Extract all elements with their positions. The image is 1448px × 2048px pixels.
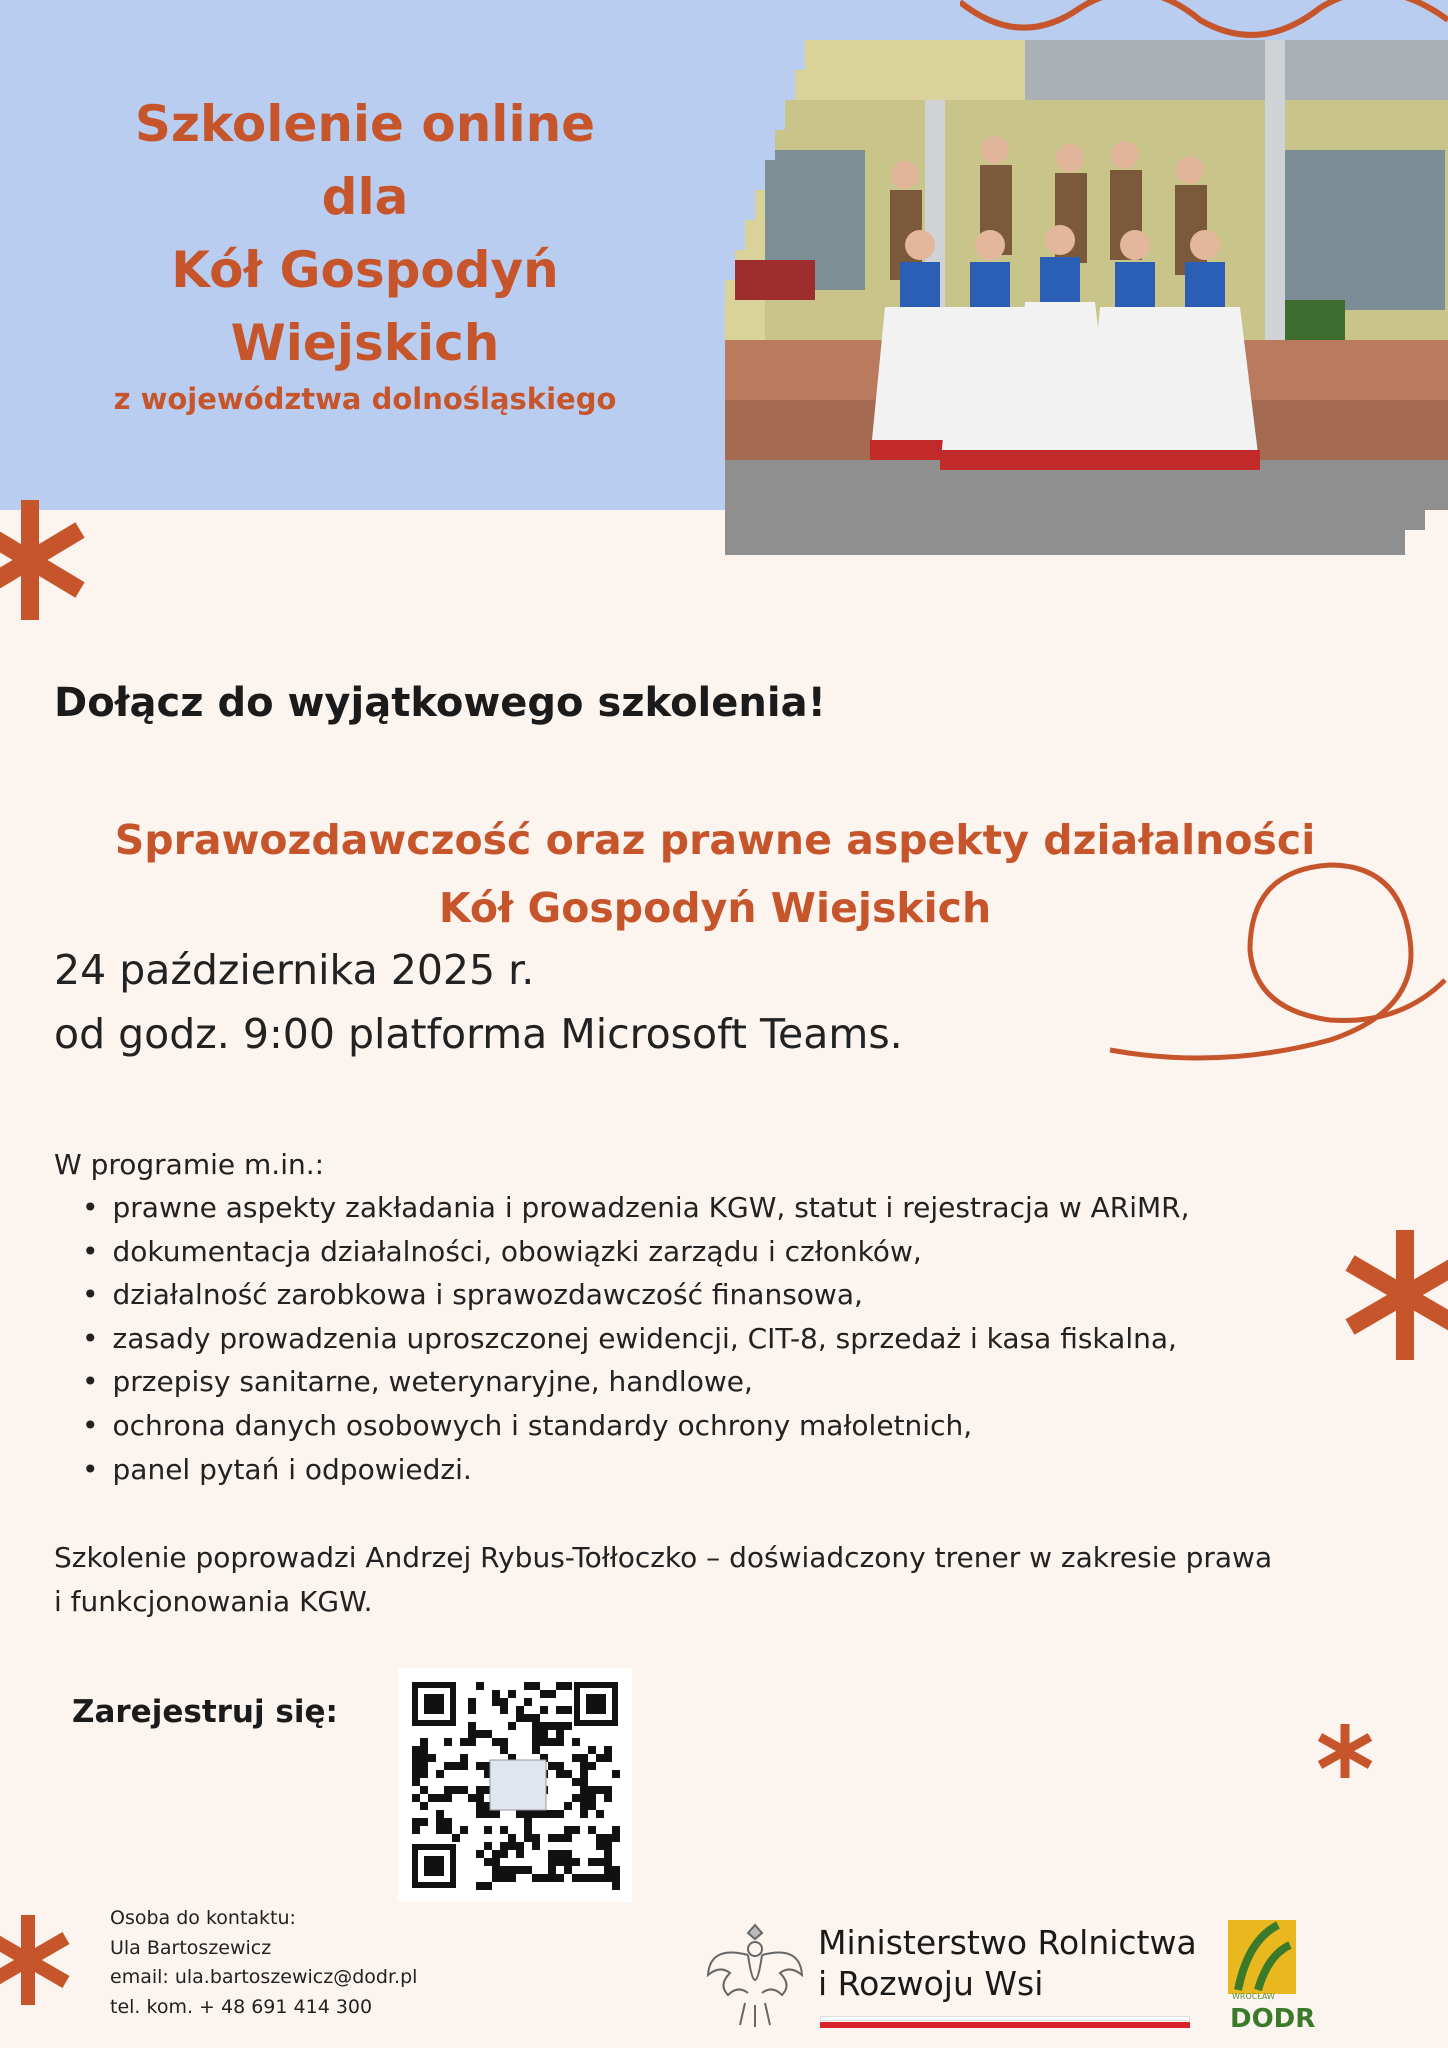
contact-block [110, 1904, 417, 2022]
contact-heading: Osoba do kontaktu: [110, 1907, 296, 1929]
hero-title-line: Kół Gospodyń [171, 241, 559, 299]
program-intro: W programie m.in.: [54, 1148, 325, 1181]
trainer-info [54, 1536, 1374, 1624]
event-date: 24 października 2025 r. [54, 946, 535, 994]
list-item: • panel pytań i odpowiedzi. [108, 1448, 1190, 1492]
hero-title [40, 88, 690, 380]
flag-stripe-red [820, 2022, 1190, 2028]
program-list [54, 1186, 1190, 1491]
hero-title-line: Wiejskich [230, 314, 500, 372]
asterisk-decoration [1345, 1225, 1448, 1365]
wave-decoration [960, 0, 1448, 40]
event-time-platform: od godz. 9:00 platforma Microsoft Teams. [54, 1010, 903, 1058]
dodr-city: WROCŁAW [1232, 1992, 1275, 2001]
list-item: • zasady prowadzenia uproszczonej ewidencji, CIT-8, sprzedaż i kasa fiskalna, [108, 1317, 1190, 1361]
list-item: • dokumentacja działalności, obowiązki zarządu i członków, [108, 1230, 1190, 1274]
contact-name: Ula Bartoszewicz [110, 1936, 272, 1959]
ministry-line: i Rozwoju Wsi [818, 1964, 1044, 2003]
list-item: • przepisy sanitarne, weterynaryjne, handlowe, [108, 1360, 1190, 1404]
contact-email[interactable]: email: ula.bartoszewicz@dodr.pl [110, 1966, 418, 1988]
trainer-line: Szkolenie poprowadzi Andrzej Rybus-Tołłoczko – doświadczony trener w zakresie prawa [54, 1541, 1273, 1574]
join-heading: Dołącz do wyjątkowego szkolenia! [54, 680, 826, 726]
course-title-line: Kół Gospodyń Wiejskich [438, 884, 992, 932]
list-item: • prawne aspekty zakładania i prowadzenia KGW, statut i rejestracja w ARiMR, [108, 1186, 1190, 1230]
hero-title-line: dla [321, 168, 409, 226]
ministry-line: Ministerstwo Rolnictwa [818, 1923, 1197, 1962]
hero-title-line: Szkolenie online [134, 95, 596, 153]
eagle-emblem-icon [700, 1915, 810, 2033]
course-title [60, 806, 1370, 942]
list-item: • działalność zarobkowa i sprawozdawczość finansowa, [108, 1273, 1190, 1317]
folk-group-photo [725, 40, 1448, 555]
contact-phone[interactable]: tel. kom. + 48 691 414 300 [110, 1995, 373, 2018]
asterisk-decoration [1316, 1722, 1374, 1780]
dodr-logo-icon [1228, 1920, 1296, 1994]
list-item: • ochrona danych osobowych i standardy ochrony małoletnich, [108, 1404, 1190, 1448]
hero-subtitle: z województwa dolnośląskiego [113, 382, 617, 416]
flag-stripe-white [820, 2016, 1190, 2021]
course-title-line: Sprawozdawczość oraz prawne aspekty działalności [114, 816, 1316, 864]
trainer-line: i funkcjonowania KGW. [54, 1585, 373, 1618]
ministry-logo-text [818, 1922, 1197, 2004]
asterisk-decoration [0, 495, 100, 625]
registration-qr-code[interactable] [398, 1668, 632, 1902]
dodr-logo-text: DODR [1230, 2004, 1316, 2034]
register-label: Zarejestruj się: [72, 1694, 338, 1730]
asterisk-decoration [0, 1910, 80, 2010]
